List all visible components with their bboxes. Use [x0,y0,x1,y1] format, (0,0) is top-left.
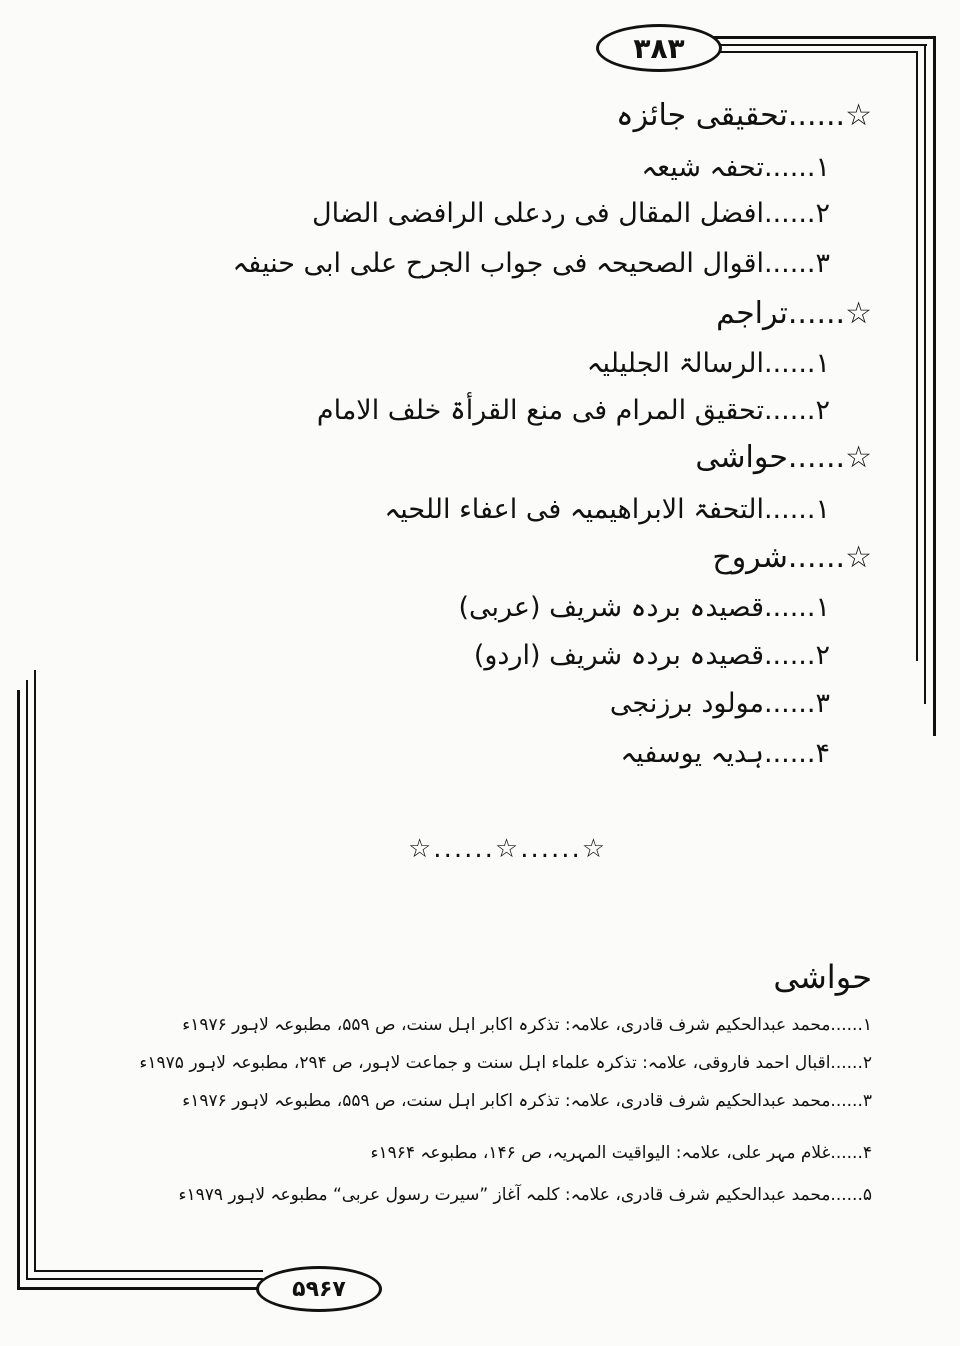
star-icon: ☆...... [787,540,872,575]
section-title: تحقیقی جائزہ [616,98,788,133]
section-heading [616,98,872,133]
footer-page-number-text: ۵۹۶۷ [292,1276,346,1302]
left-frame-line [26,680,28,1280]
list-item: ۲......تحقیق المرام فی منع القرأۃ خلف الامام [316,395,830,426]
list-item: ۳......مولود برزنجی [609,688,830,719]
top-frame-line [700,44,927,46]
list-item: ۱......التحفۃ الابراھیمیہ فی اعفاء اللحیہ [384,494,830,525]
section-title: حواشی [695,440,788,475]
header-page-number [596,24,722,72]
list-item: ۱......قصیدہ بردہ شریف (عربی) [458,592,830,623]
section-heading [716,296,872,331]
footnote: ۲......اقبال احمد فاروقی، علامہ: تذکرہ علماء اہل سنت و جماعت لاہور، ص ۲۹۴، مطبوعہ لاہور ۱۹۷۵ء [139,1053,872,1073]
star-divider: ☆......☆......☆ [408,834,608,864]
footer-page-number [256,1266,382,1312]
section-heading [695,440,872,475]
star-icon: ☆...... [787,98,872,133]
bottom-frame-line [17,1287,263,1290]
footnote: ۵......محمد عبدالحکیم شرف قادری، علامہ: کلمہ آغاز ”سیرت رسول عربی“ مطبوعہ لاہور ۱۹۷۹ء [178,1185,872,1205]
left-frame-line [17,690,20,1290]
left-frame-line [34,670,36,1270]
footnote: ۱......محمد عبدالحکیم شرف قادری، علامہ: تذکرہ اکابر اہل سنت، ص ۵۵۹، مطبوعہ لاہور ۱۹۷۶ء [182,1015,872,1035]
right-frame-line [916,51,918,661]
footnote: ۳......محمد عبدالحکیم شرف قادری، علامہ: تذکرہ اکابر اہل سنت، ص ۵۵۹، مطبوعہ لاہور ۱۹۷۶ء [182,1091,872,1111]
star-icon: ☆...... [787,296,872,331]
star-icon: ☆...... [787,440,872,475]
right-frame-line [933,36,936,736]
list-item: ۱......الرسالۃ الجلیلیہ [586,348,830,379]
bottom-frame-line [34,1270,263,1272]
list-item: ۲......افضل المقال فی ردعلی الرافضی الضال [312,198,830,229]
right-frame-line [924,44,926,704]
footnote: ۴......غلام مہر علی، علامہ: الیواقیت المہریہ، ص ۱۴۶، مطبوعہ ۱۹۶۴ء [370,1143,872,1163]
header-page-number-text: ۳۸۳ [633,31,685,65]
list-item: ۴......ہدیہ یوسفیہ [620,738,830,769]
bottom-frame-line [26,1278,263,1280]
section-title: شروح [712,540,788,575]
notes-title: حواشی [773,958,872,996]
section-title: تراجم [716,296,788,331]
list-item: ۱......تحفہ شیعہ [641,152,830,183]
list-item: ۲......قصیدہ بردہ شریف (اردو) [473,640,830,671]
top-frame-line [700,36,936,39]
section-heading [712,540,872,575]
list-item: ۳......اقوال الصحیحہ فی جواب الجرح علی ابی حنیفہ [232,248,830,279]
top-frame-line [700,51,918,53]
